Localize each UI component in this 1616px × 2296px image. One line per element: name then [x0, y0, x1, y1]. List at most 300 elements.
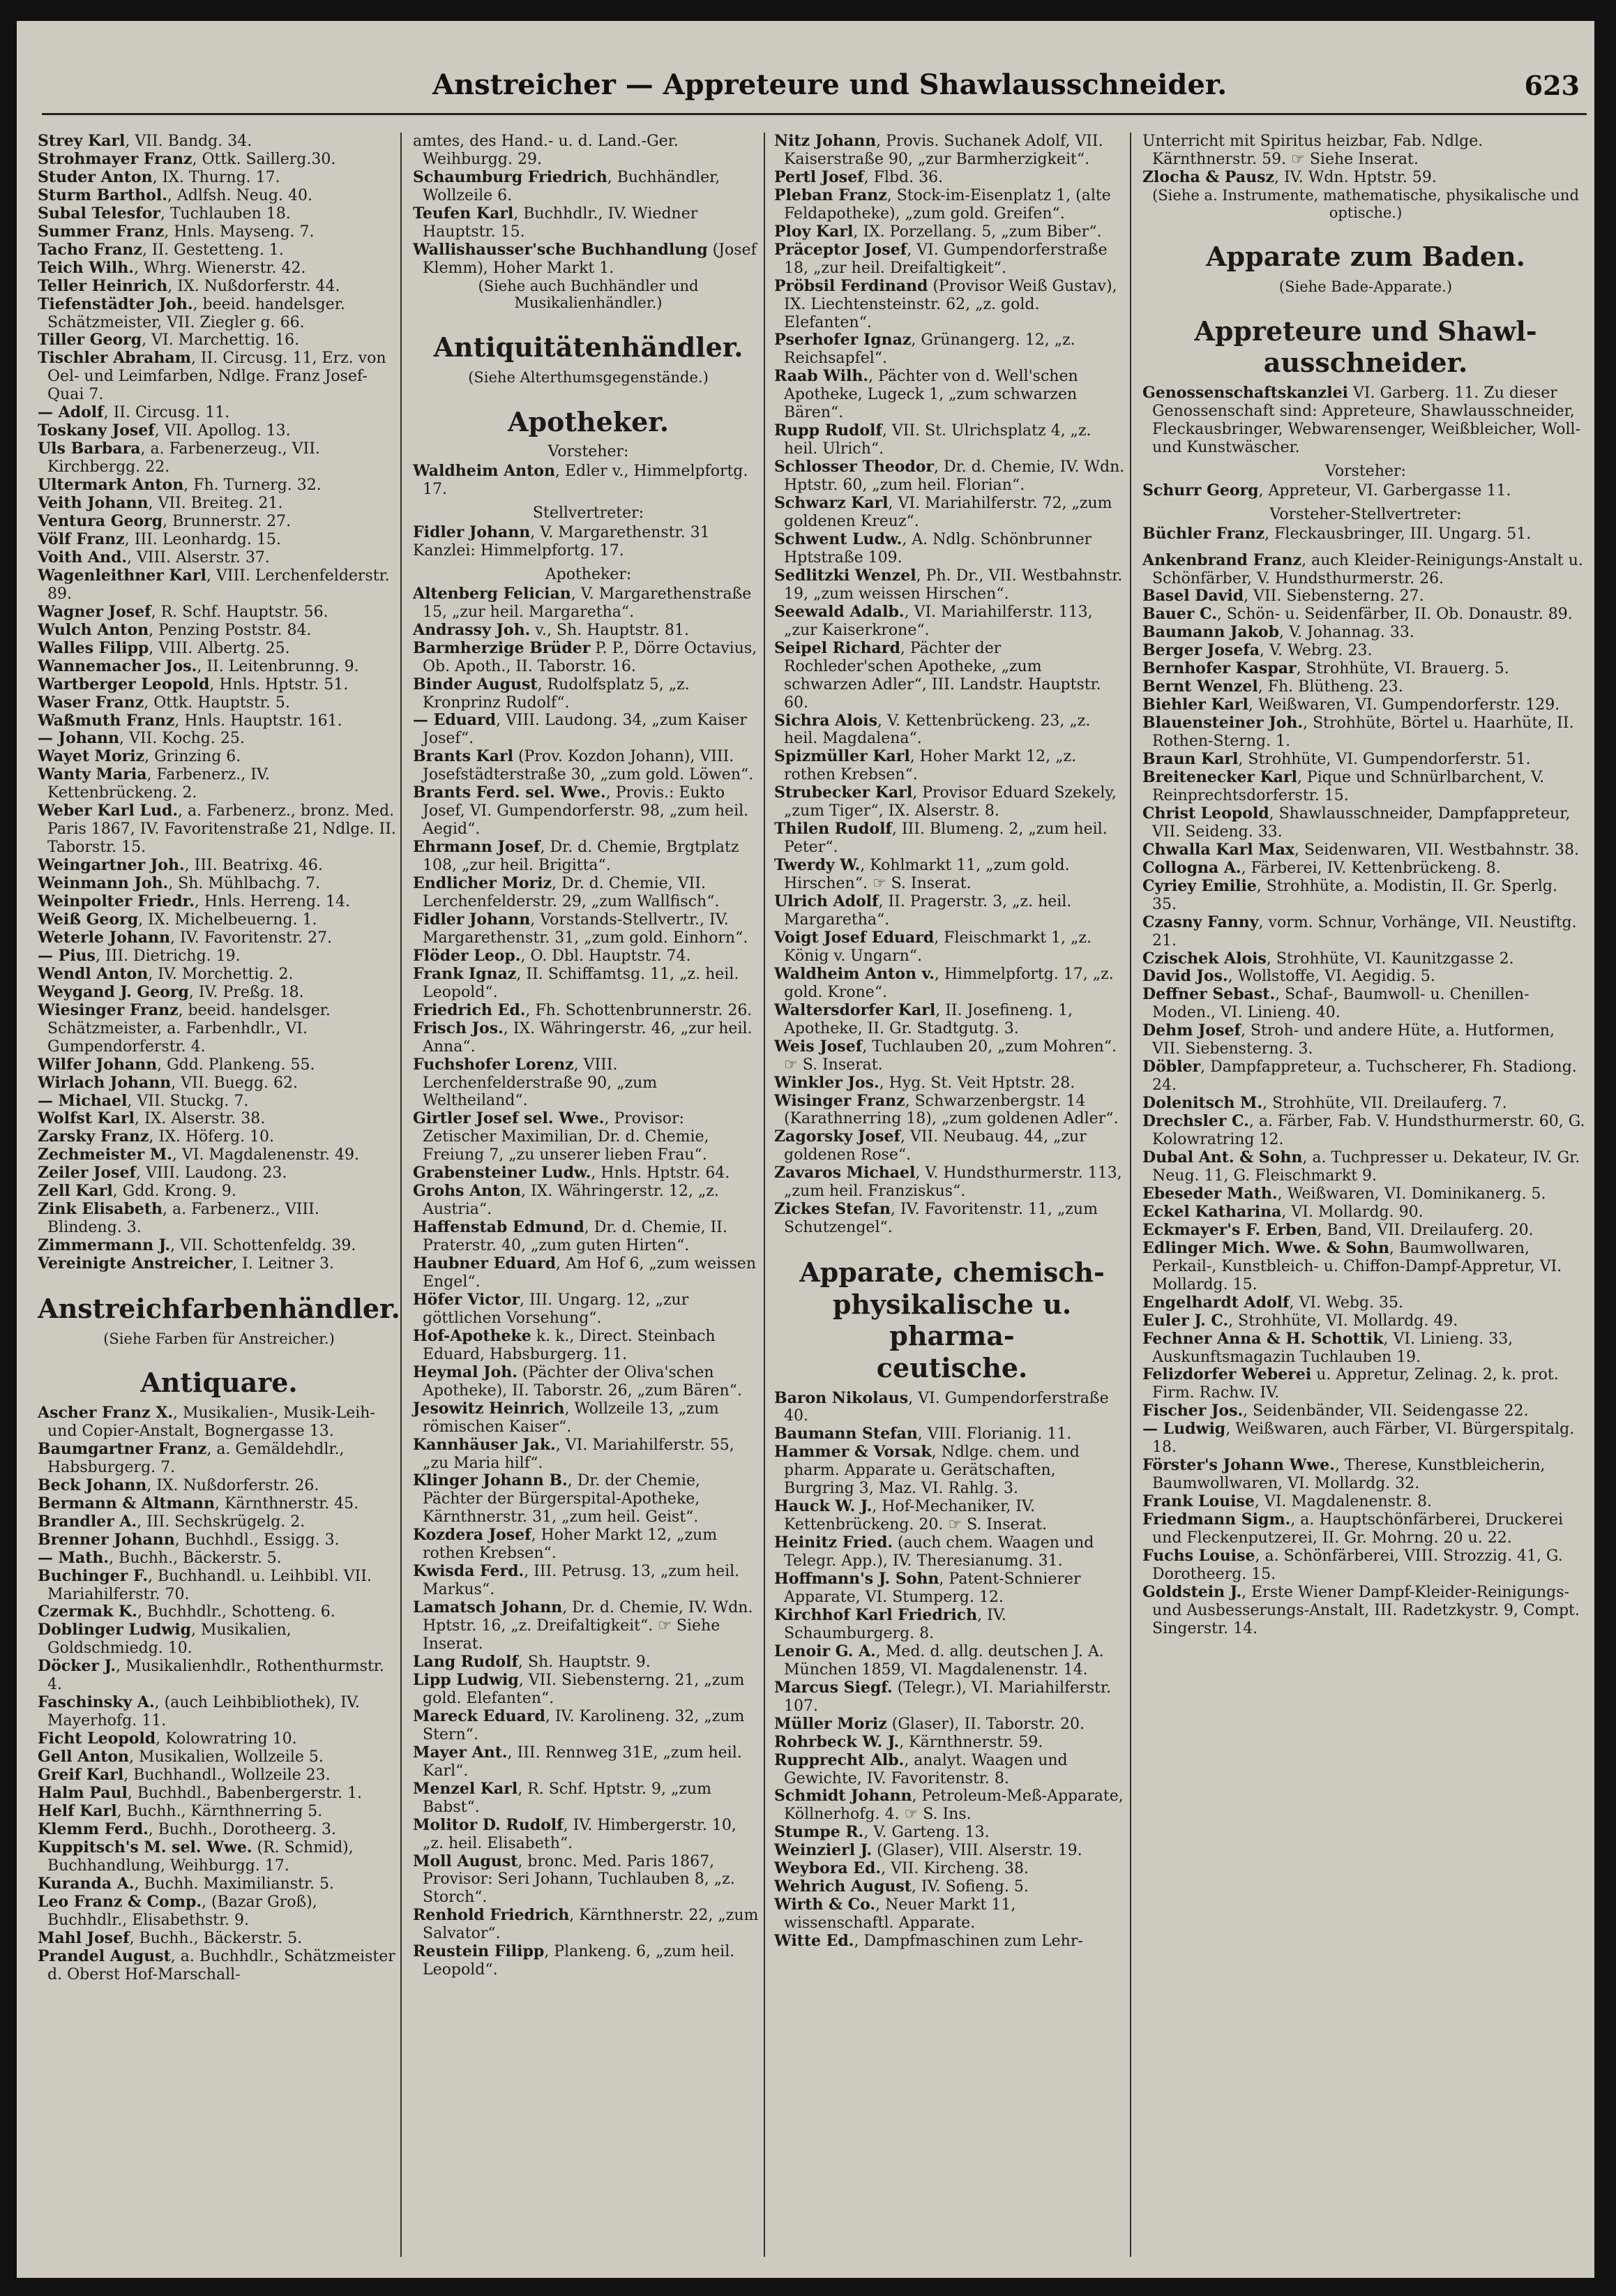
entry-name: Büchler Franz	[1142, 524, 1265, 543]
directory-entry	[1142, 1203, 1586, 1222]
entry-name: Wagner Josef	[38, 602, 151, 621]
directory-entry	[1142, 1493, 1586, 1511]
entry-details: , Stroh- und andere Hüte, a. Hutformen, VII. Siebensterng. 3.	[1152, 1022, 1560, 1058]
entry-name: Raab Wilh.	[774, 367, 869, 386]
entry-name: Schwarz Karl	[774, 494, 889, 513]
directory-entry	[38, 676, 398, 694]
entry-name: Wirlach Johann	[38, 1073, 172, 1092]
entry-name: Wanty Maria	[38, 765, 147, 784]
entry-name: Mahl Josef	[38, 1928, 130, 1947]
directory-entry	[1142, 1584, 1586, 1638]
entry-details: , (Bazar Groß), Buchhdlr., Elisabethstr. 9.	[47, 1893, 322, 1929]
entry-details: , Dr. d. Chemie, VII. Lerchenfelderstr. 29, „zum Wallfisch“.	[423, 875, 720, 910]
directory-entry	[38, 802, 401, 857]
entry-name: — Michael	[38, 1091, 128, 1110]
directory-entry	[413, 1526, 761, 1563]
directory-entry	[413, 839, 761, 875]
directory-entry	[38, 223, 398, 241]
entry-name: Waßmuth Franz	[38, 711, 175, 730]
directory-entry	[413, 241, 761, 278]
page-header	[42, 63, 1587, 115]
directory-entry	[774, 1093, 1127, 1129]
entry-details: , VI. Linieng. 33, Auskunftsmagazin Tuchlauben 19.	[1152, 1330, 1518, 1366]
entry-name: Flöder Leop.	[413, 946, 521, 965]
entry-details: , Strohhüte, VI. Brauerg. 5.	[1296, 660, 1509, 678]
directory-entry	[1142, 1149, 1586, 1185]
entry-details: , IV. Schaumburgerg. 8.	[784, 1606, 1011, 1642]
entry-details: (Josef Klemm), Hoher Markt 1.	[423, 241, 762, 277]
directory-entry	[38, 1404, 398, 1441]
entry-details: , VII. Bandg. 34.	[125, 133, 252, 150]
directory-entry	[38, 984, 398, 1002]
directory-entry	[774, 1752, 1127, 1788]
entry-details: , IX. Nußdorferstr. 26.	[146, 1476, 319, 1494]
directory-entry	[38, 331, 398, 350]
directory-entry	[774, 1534, 1127, 1570]
directory-entry	[38, 911, 398, 929]
entry-name: Kuppitsch's M. sel. Wwe.	[38, 1838, 252, 1856]
entry-name: Weiß Georg	[38, 910, 139, 929]
entry-name: Basel David	[1142, 587, 1244, 606]
entry-details: , R. Schf. Hauptstr. 56.	[151, 603, 329, 621]
entry-name: Pertl Josef	[774, 167, 864, 186]
entry-name: Sedlitzki Wenzel	[774, 566, 916, 585]
entry-details: k. k., Direct. Steinbach Eduard, Habsburgerg. 11.	[423, 1327, 720, 1363]
directory-entry	[774, 857, 1127, 893]
entry-name: Girtler Josef sel. Wwe.	[413, 1109, 605, 1128]
directory-entry	[38, 1477, 398, 1495]
entry-details: , VII. Siebensterng. 21, „zum gold. Elefanten“.	[423, 1671, 750, 1707]
directory-entry	[1142, 1185, 1586, 1203]
directory-entry	[1142, 986, 1586, 1022]
running-head: Anstreicher — Appreteure und Shawlausschneider.	[432, 68, 1228, 101]
directory-entry	[38, 1074, 398, 1093]
entry-details: , Petroleum-Meß-Apparate, Köllnerhofg. 4. ☞ S. Ins.	[784, 1787, 1128, 1824]
entry-details: , Fleischmarkt 1, „z. König v. Ungarn“.	[784, 929, 1096, 965]
entry-name: Baron Nikolaus	[774, 1388, 909, 1407]
entry-name: Waldheim Anton	[413, 462, 555, 481]
entry-details: , VII. Buegg. 62.	[171, 1074, 299, 1092]
entry-name: Haubner Eduard	[413, 1254, 557, 1273]
entry-details: , R. Schf. Hptstr. 9, „zum Babst“.	[423, 1780, 716, 1816]
directory-entry	[38, 278, 398, 296]
directory-entry	[38, 1164, 398, 1183]
entry-name: Teller Heinrich	[38, 276, 168, 295]
entry-details: , Dr. d. Chemie, IV. Wdn. Hptstr. 16, „z. Dreifaltigkeit“. ☞ Siehe Inserat.	[423, 1599, 758, 1653]
entry-details: , Seidenwaren, VII. Westbahnstr. 38.	[1294, 841, 1580, 859]
entry-details: , A. Ndlg. Schönbrunner Hptstraße 109.	[784, 530, 1097, 567]
directory-entry	[38, 1550, 398, 1568]
entry-name: Wagenleithner Karl	[38, 566, 206, 585]
entry-details: , Strohhüte, a. Modistin, II. Gr. Sperlg. 35.	[1152, 877, 1562, 913]
directory-entry	[1142, 696, 1586, 714]
entry-name: Wolfst Karl	[38, 1109, 135, 1128]
entry-details: , II. Leitenbrunng. 9.	[197, 657, 359, 675]
entry-details: , Rudolfsplatz 5, „z. Kronprinz Rudolf“.	[423, 675, 695, 712]
entry-details: , IX. Porzellang. 5, „zum Biber“.	[853, 223, 1102, 241]
entry-name: Teich Wilh.	[38, 258, 134, 277]
entry-details: , Hnls. Herreng. 14.	[194, 893, 351, 911]
entry-details: , a. Tuchpresser u. Dekateur, IV. Gr. Neug. 11, G. Fleischmarkt 9.	[1152, 1149, 1585, 1185]
entry-name: Edlinger Mich. Wwe. & Sohn	[1142, 1238, 1389, 1257]
directory-entry	[38, 1002, 398, 1056]
entry-details: , VIII. Lerchenfelderstr. 89.	[47, 567, 395, 603]
directory-entry	[38, 495, 398, 513]
entry-name: Summer Franz	[38, 222, 165, 241]
entry-name: Bernt Wenzel	[1142, 677, 1258, 696]
entry-details: , VI. Mollardg. 90.	[1281, 1203, 1424, 1221]
entry-details: , VI. Gumpendorferstraße 40.	[784, 1389, 1114, 1425]
directory-entry	[774, 893, 1127, 929]
entry-name: Schmidt Johann	[774, 1787, 912, 1806]
entry-name: Winkler Jos.	[774, 1073, 879, 1092]
entry-name: Studer Anton	[38, 167, 153, 186]
entry-name: Weber Karl Lud.	[38, 802, 179, 820]
directory-entry	[413, 947, 761, 966]
entry-name: — Ludwig	[1142, 1420, 1226, 1439]
entry-name: Sichra Alois	[774, 711, 877, 730]
entry-details: , Fh. Schottenbrunnerstr. 26.	[525, 1001, 753, 1019]
entry-details: , Ndlge. chem. und pharm. Apparate u. Gerätschaften, Burgring 3, Maz. VI. Rahlg. 3.	[784, 1443, 1085, 1498]
directory-entry	[38, 549, 398, 567]
entry-name: Strubecker Karl	[774, 783, 913, 802]
entry-name: Veith Johann	[38, 494, 149, 513]
entry-details: , Schön- u. Seidenfärber, II. Ob. Donaustr. 89.	[1216, 606, 1573, 624]
entry-name: Menzel Karl	[413, 1779, 518, 1798]
entry-name: — Adolf	[38, 403, 104, 422]
directory-entry	[413, 1183, 761, 1219]
entry-details: , V. Garteng. 13.	[863, 1824, 990, 1842]
entry-name: Tischler Abraham	[38, 349, 191, 368]
entry-name: Drechsler C.	[1142, 1112, 1249, 1131]
entry-name: Felizdorfer Weberei	[1142, 1365, 1312, 1384]
entry-details: , II. Gestetteng. 1.	[142, 241, 284, 259]
entry-name: Czasny Fanny	[1142, 913, 1259, 931]
entry-details: , Strohhüte, VI. Kaunitzgasse 2.	[1266, 950, 1514, 968]
entry-name: Brants Karl	[413, 747, 513, 766]
entry-details: , VIII. Albertg. 25.	[149, 639, 290, 657]
entry-name: Strohmayer Franz	[38, 149, 192, 168]
section-heading: Antiquitätenhändler.	[433, 331, 743, 363]
directory-entry	[1142, 769, 1586, 805]
entry-name: Zeiler Josef	[38, 1164, 136, 1183]
entry-details: , Farbenerz., IV. Kettenbrückeng. 2.	[47, 766, 275, 802]
directory-entry	[774, 1002, 1127, 1038]
entry-details: , IX. Höferg. 10.	[149, 1128, 275, 1146]
entry-name: Frisch Jos.	[413, 1019, 504, 1037]
entry-name: Hoffmann's J. Sohn	[774, 1570, 939, 1589]
directory-entry	[1142, 133, 1586, 169]
entry-name: Spizmüller Karl	[774, 747, 910, 766]
entry-details: , Flbd. 36.	[863, 168, 944, 186]
entry-details: , Fleckausbringer, III. Ungarg. 51.	[1264, 525, 1532, 543]
entry-details: , Strohhüte, VI. Mollardg. 49.	[1228, 1312, 1458, 1330]
entry-details: , VII. Breiteg. 21.	[148, 495, 283, 513]
directory-entry	[774, 1201, 1127, 1237]
directory-entry	[413, 169, 761, 205]
directory-entry	[1142, 878, 1586, 914]
entry-name: Döcker J.	[38, 1657, 116, 1676]
directory-entry	[1142, 1222, 1586, 1240]
entry-name: Mayer Ant.	[413, 1743, 508, 1762]
directory-page	[17, 21, 1594, 2278]
entry-name: Zagorsky Josef	[774, 1127, 900, 1146]
directory-entry	[413, 133, 761, 169]
directory-entry	[413, 1563, 761, 1599]
directory-entry	[774, 1716, 1127, 1734]
directory-entry	[38, 1146, 398, 1164]
entry-name: Döbler	[1142, 1058, 1201, 1076]
entry-name: Frank Ignaz	[413, 964, 517, 983]
entry-name: Fidler Johann	[413, 523, 531, 541]
directory-entry	[774, 1128, 1127, 1164]
entry-details: , VII. Apollog. 13.	[154, 422, 291, 440]
directory-entry	[774, 1038, 1127, 1074]
entry-details: , Wollzeile 13, „zum römischen Kaiser“.	[423, 1400, 724, 1436]
entry-details: , Dr. d. Chemie, Brgtplatz 108, „zur heil. Brigitta“.	[423, 839, 744, 875]
entry-details: , a. Färber, Fab. V. Hundsthurmerstr. 60, G. Kolowratring 12.	[1152, 1113, 1590, 1149]
entry-details: , III. Blumeng. 2, „zum heil. Peter“.	[784, 820, 1112, 857]
entry-details: , III. Rennweg 31E, „zum heil. Karl“.	[423, 1743, 747, 1780]
entry-details: , Weißwaren, VI. Gumpendorferstr. 129.	[1248, 696, 1560, 714]
entry-name: Bernhofer Kaspar	[1142, 659, 1297, 678]
entry-details: , III. Ungarg. 12, „zur göttlichen Vorsehung“.	[423, 1291, 694, 1327]
entry-name: Seewald Adalb.	[774, 602, 905, 621]
entry-name: Zavaros Michael	[774, 1164, 916, 1183]
entry-name: Beck Johann	[38, 1476, 147, 1494]
directory-entry	[38, 694, 398, 712]
directory-entry	[774, 495, 1127, 531]
entry-name: Bauer C.	[1142, 605, 1217, 624]
entry-name: Lamatsch Johann	[413, 1598, 563, 1617]
directory-entry	[774, 784, 1127, 820]
entry-details: , VI. Webg. 35.	[1289, 1293, 1404, 1312]
entry-details: , IX. Währingerstr. 46, „zur heil. Anna“.	[423, 1019, 757, 1056]
directory-entry	[1142, 1457, 1586, 1493]
directory-entry	[413, 712, 761, 748]
directory-entry	[774, 1878, 1127, 1896]
entry-details: Kanzlei: Himmelpfortg. 17.	[413, 541, 624, 560]
entry-details: , Sh. Mühlbachg. 7.	[168, 875, 321, 893]
entry-details: , IX. Thurng. 17.	[152, 168, 280, 186]
directory-entry	[38, 622, 398, 640]
entry-details: (Pächter der Oliva'schen Apotheke), II. Taborstr. 26, „zum Bären“.	[423, 1363, 742, 1400]
section-heading: Apotheker.	[507, 405, 670, 437]
entry-name: Dubal Ant. & Sohn	[1142, 1148, 1303, 1167]
entry-details: , Kolowratring 10.	[156, 1730, 297, 1748]
directory-entry	[774, 241, 1127, 278]
entry-details: , Dampfappreteur, a. Tuchscherer, Fh. Stadiong. 24.	[1152, 1058, 1582, 1095]
entry-name: Halm Paul	[38, 1784, 128, 1803]
entry-name: Zechmeister M.	[38, 1146, 172, 1164]
entry-details: , Tuchlauben 18.	[160, 204, 291, 223]
entry-details: , Strohhüte, VI. Gumpendorferstr. 51.	[1238, 751, 1531, 769]
entry-details: , a. Gemäldehdlr., Habsburgerg. 7.	[47, 1440, 349, 1476]
entry-name: Rohrbeck W. J.	[774, 1732, 900, 1751]
entry-name: Kwisda Ferd.	[413, 1562, 524, 1581]
entry-details: , vorm. Schnur, Vorhänge, VII. Neustiftg. 21.	[1152, 913, 1582, 950]
entry-details: , Buchhdl., Babenbergerstr. 1.	[127, 1785, 362, 1803]
directory-entry	[774, 567, 1127, 603]
directory-entry	[1142, 1294, 1586, 1312]
entry-name: Cyriey Emilie	[1142, 876, 1257, 895]
entry-name: Reustein Filipp	[413, 1942, 545, 1961]
entry-name: Endlicher Moriz	[413, 874, 552, 893]
directory-entry	[774, 1734, 1127, 1752]
entry-details: , Strohhüte, VII. Dreilauferg. 7.	[1262, 1095, 1507, 1113]
entry-details: , Gdd. Plankeng. 55.	[157, 1056, 315, 1074]
directory-entry	[413, 1364, 761, 1400]
directory-entry	[413, 1328, 761, 1364]
entry-details: , IX. Nußdorferstr. 44.	[167, 277, 340, 295]
entry-details: , VII. Stuckg. 7.	[127, 1092, 249, 1110]
entry-details: , IV. Favoritenstr. 11, „zum Schutzengel“.	[784, 1201, 1103, 1237]
entry-details: , III. Beatrixg. 46.	[184, 857, 323, 875]
entry-details: , Buchh., Dorotheerg. 3.	[148, 1820, 336, 1838]
directory-entry	[413, 1291, 761, 1328]
entry-name: Wartberger Leopold	[38, 675, 210, 693]
entry-details: , Schwarzenbergstr. 14 (Karathnerring 18), „zum goldenen Adler“.	[784, 1092, 1119, 1128]
directory-entry	[1142, 860, 1586, 878]
directory-entry	[38, 1948, 398, 1984]
directory-entry	[38, 748, 398, 766]
cross-reference-note: (Siehe a. Instrumente, mathematische, physikalische und optische.)	[1152, 186, 1579, 221]
entry-details: , a. Schönfärberei, VIII. Strozzig. 41, G. Dorotheerg. 15.	[1152, 1547, 1568, 1583]
directory-entry	[1142, 805, 1586, 841]
entry-details: , VIII. Laudong. 34, „zum Kaiser Josef“.	[423, 712, 752, 748]
directory-entry	[413, 748, 761, 784]
entry-details: , Hnls. Mayseng. 7.	[164, 223, 315, 241]
entry-name: Toskany Josef	[38, 421, 155, 440]
directory-entry	[1142, 914, 1586, 950]
entry-details: , IV. Himbergerstr. 10, „z. heil. Elisabeth“.	[423, 1816, 741, 1852]
entry-details: (R. Schmid), Buchhandlung, Weihburgg. 17.	[47, 1838, 358, 1875]
entry-details: , Neuer Markt 11, wissenschaftl. Apparate.	[784, 1896, 1021, 1933]
entry-name: Baumann Stefan	[774, 1425, 918, 1443]
entry-name: Haffenstab Edmund	[413, 1218, 584, 1237]
entry-details: , II. Pragerstr. 3, „z. heil. Margaretha“.	[784, 893, 1077, 929]
entry-name: Hof-Apotheke	[413, 1326, 531, 1345]
entry-details: P. P., Dörre Octavius, Ob. Apoth., II. Taborstr. 16.	[423, 639, 762, 675]
entry-name: Genossenschaftskanzlei	[1142, 383, 1348, 402]
directory-entry	[38, 477, 398, 495]
entry-details: , Kärnthnerstr. 22, „zum Salvator“.	[423, 1907, 764, 1943]
entry-details: , VII. Schottenfeldg. 39.	[170, 1237, 356, 1255]
entry-details: u. Appretur, Zelinag. 2, k. prot. Firm. Rachw. IV.	[1152, 1366, 1564, 1402]
directory-entry	[38, 260, 398, 278]
cross-reference-note: (Siehe Alterthumsgegenstände.)	[468, 368, 709, 386]
directory-entry	[38, 440, 398, 477]
directory-entry	[774, 929, 1127, 966]
directory-entry	[774, 278, 1127, 332]
entry-details: , IV. Preßg. 18.	[188, 983, 304, 1001]
entry-details: , IV. Karolineng. 32, „zum Stern“.	[423, 1707, 750, 1743]
directory-entry	[413, 1400, 761, 1436]
entry-details: , VI. Magdalenenstr. 8.	[1254, 1493, 1432, 1511]
directory-entry	[413, 1599, 761, 1653]
entry-name: Schurr Georg	[1142, 481, 1259, 500]
entry-details: , Hoher Markt 12, „z. rothen Krebsen“.	[784, 748, 1082, 784]
subheading: Vorsteher-Stellvertreter:	[1269, 505, 1462, 523]
entry-details: , Penzing Poststr. 84.	[149, 621, 312, 639]
entry-details: , Hof-Mechaniker, IV. Kettenbrückeng. 20. ☞ S. Inserat.	[784, 1498, 1048, 1534]
entry-details: , VI. Mariahilferstr. 55, „zu Maria hilf“.	[423, 1436, 739, 1472]
directory-entry	[38, 1255, 398, 1273]
entry-name: Tacho Franz	[38, 240, 142, 259]
entry-name: Thilen Rudolf	[774, 820, 892, 839]
directory-entry	[774, 531, 1127, 567]
entry-name: Ehrmann Josef	[413, 838, 541, 857]
entry-details: , Buchh., Bäckerstr. 5.	[129, 1929, 303, 1947]
directory-entry	[1142, 1402, 1586, 1420]
entry-name: Teufen Karl	[413, 204, 514, 223]
directory-entry	[774, 1896, 1127, 1933]
directory-entry	[413, 1110, 761, 1164]
entry-name: Binder August	[413, 675, 538, 693]
directory-entry	[1142, 1366, 1586, 1402]
entry-name: Wisinger Franz	[774, 1091, 905, 1110]
entry-details: , V. Margarethenstraße 15, „zur heil. Margaretha“.	[423, 585, 757, 621]
entry-details: , Provisor: Zetischer Maximilian, Dr. d. Chemie, Freiung 7, „zu unserer lieben Frau“.	[423, 1110, 714, 1164]
entry-details: , Ottk. Saillerg.30.	[192, 150, 336, 168]
entry-name: Ploy Karl	[774, 222, 854, 241]
entry-details: , Weißwaren, auch Färber, VI. Bürgerspitalg. 18.	[1152, 1420, 1580, 1457]
entry-details: , Buchhdl., Essigg. 3.	[174, 1531, 340, 1549]
directory-entry	[38, 1893, 398, 1930]
entry-name: David Jos.	[1142, 967, 1228, 986]
entry-details: , Whrg. Wienerstr. 42.	[133, 259, 306, 277]
entry-details: , Stock-im-Eisenplatz 1, (alte Feldapotheke), „zum gold. Greifen“.	[784, 186, 1116, 223]
entry-name: Fuchshofer Lorenz	[413, 1055, 574, 1074]
entry-name: Weinzierl J.	[774, 1841, 873, 1860]
entry-details: (Telegr.), VI. Mariahilferstr. 107.	[784, 1679, 1116, 1715]
entry-details: , V. Hundsthurmerstr. 113, „zum heil. Franziskus“.	[784, 1164, 1127, 1201]
entry-name: Wilfer Johann	[38, 1055, 158, 1074]
entry-details: , Brunnerstr. 27.	[163, 513, 292, 531]
entry-name: Weinmann Joh.	[38, 874, 169, 893]
directory-entry	[38, 1568, 398, 1604]
directory-entry	[774, 422, 1127, 458]
directory-entry	[774, 458, 1130, 495]
directory-entry	[774, 331, 1127, 368]
directory-entry	[774, 712, 1127, 749]
cross-reference-note: (Siehe Bade-Apparate.)	[1278, 278, 1453, 295]
entry-name: Völf Franz	[38, 530, 125, 548]
directory-entry	[774, 1425, 1127, 1443]
entry-details: , Provisor Eduard Szekely, „zum Tiger“, IX. Alserstr. 8.	[784, 784, 1122, 820]
entry-name: Wendl Anton	[38, 964, 149, 983]
entry-details: , Musikalien-, Musik-Leih- und Copier-Anstalt, Bognergasse 13.	[47, 1404, 380, 1440]
entry-details: , Weißwaren, VI. Dominikanerg. 5.	[1277, 1185, 1546, 1203]
subheading: Vorsteher:	[1325, 462, 1406, 480]
directory-entry	[38, 205, 398, 223]
entry-details: , IV. Wdn. Hptstr. 59.	[1274, 168, 1437, 186]
entry-details: v., Sh. Hauptstr. 81.	[530, 621, 689, 639]
entry-details: (Glaser), VIII. Alserstr. 19.	[872, 1842, 1082, 1860]
entry-name: Ulrich Adolf	[774, 892, 879, 911]
entry-details: , IX. Währingerstr. 12, „z. Austria“.	[423, 1183, 724, 1219]
entry-details: , Tuchlauben 20, „zum Mohren“. ☞ S. Inserat.	[784, 1037, 1122, 1074]
entry-details: , Seidenbänder, VII. Seidengasse 22.	[1243, 1402, 1529, 1420]
section-heading: Apparate, chemisch- physikalische u. pharma- ceutische.	[799, 1256, 1105, 1383]
directory-entry	[38, 567, 398, 603]
entry-name: Zell Karl	[38, 1182, 113, 1201]
entry-details: , Dr. d. Chemie, IV. Wdn. Hptstr. 60, „zum heil. Florian“.	[784, 458, 1130, 495]
directory-entry	[1142, 606, 1586, 624]
directory-entry	[413, 784, 761, 839]
directory-entry	[38, 1056, 398, 1074]
directory-entry	[413, 1002, 761, 1020]
